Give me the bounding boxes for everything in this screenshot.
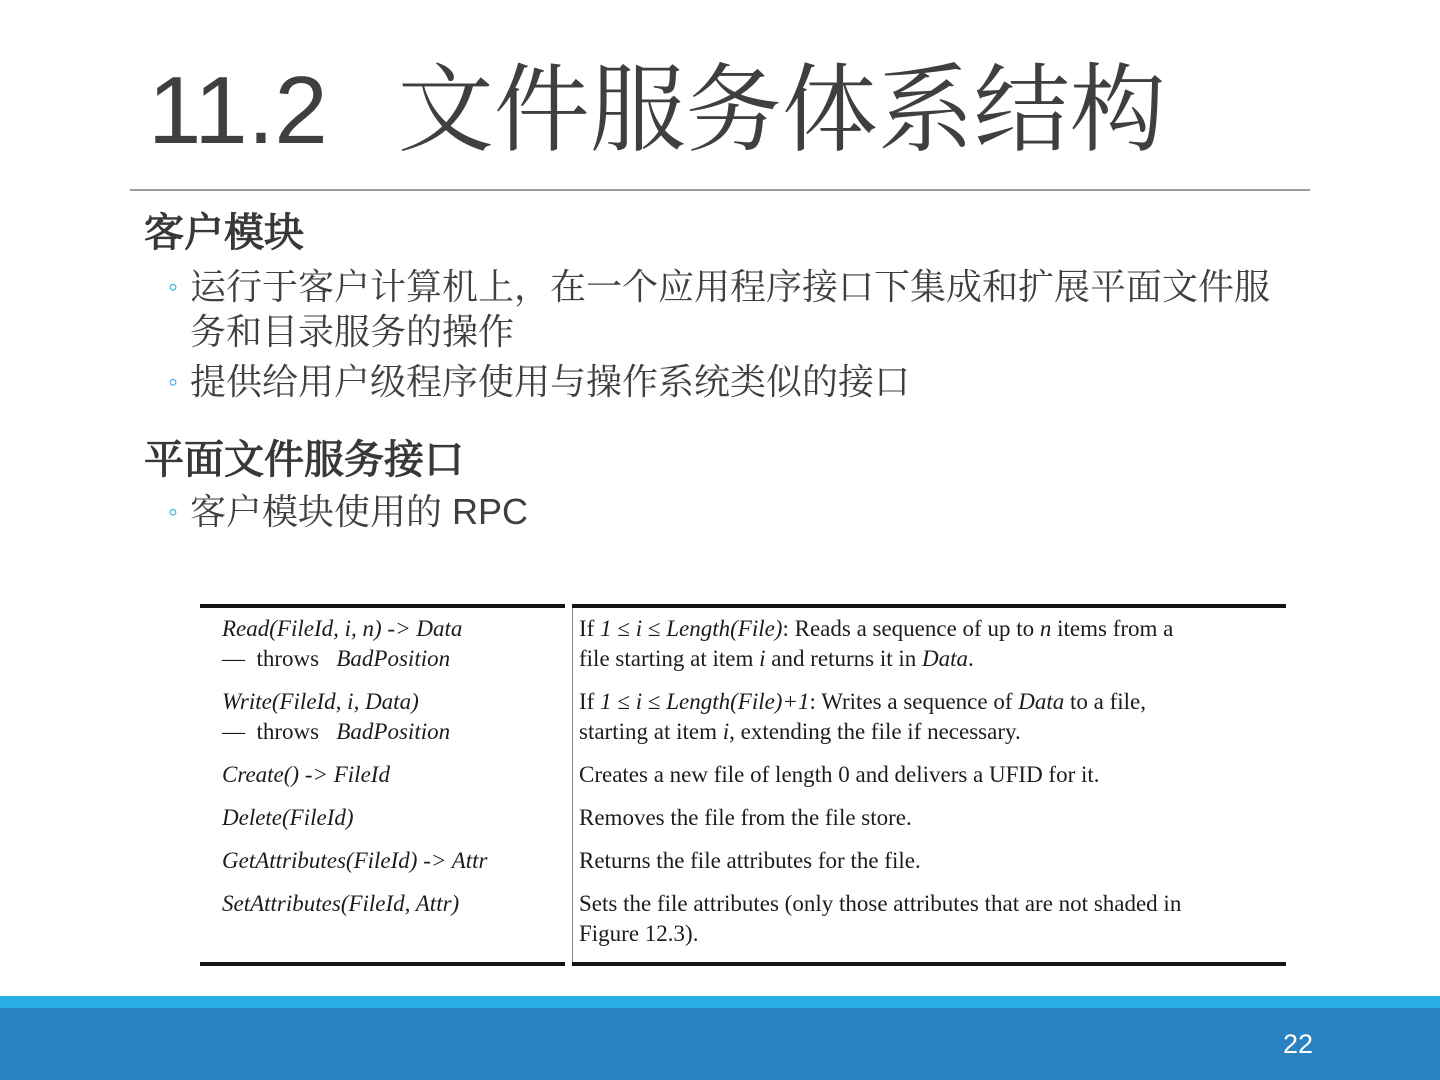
table-cell-left-0: Read(FileId, i, n) -> Data — throws BadPosition [222, 616, 463, 671]
page-title [148, 56, 1166, 166]
table-cell-left-2: Create() -> FileId [222, 762, 390, 787]
title-section-number: 11.2 [148, 57, 328, 164]
operations-table [200, 604, 1286, 966]
table-cell-left-4: GetAttributes(FileId) -> Attr [222, 848, 488, 873]
footer-band [0, 1008, 1440, 1080]
table-cell-left-3: Delete(FileId) [222, 805, 354, 830]
table-cell-right-3: Removes the file from the file store. [579, 805, 912, 830]
section-heading-client-module: 客户模块 [144, 211, 304, 255]
list-item [168, 489, 1290, 534]
list-item [168, 359, 1290, 404]
bullet-icon: ◦ [168, 366, 178, 397]
bullet-icon: ◦ [168, 271, 178, 302]
bullet-icon: ◦ [168, 496, 178, 527]
bullet-text: 提供给用户级程序使用与操作系统类似的接口 [190, 361, 911, 402]
list-item [168, 264, 1290, 354]
table-cell-right-0: If 1 ≤ i ≤ Length(File): Reads a sequence of up to n items from a file starting at item i and returns it in Data. [579, 616, 1174, 671]
table-cell-right-5: Sets the file attributes (only those attributes that are not shaded in Figure 12.3). [579, 891, 1182, 946]
footer-accent-strip [0, 996, 1440, 1008]
table-bottom-border-left [200, 962, 565, 966]
page-number: 22 [1282, 1028, 1313, 1059]
title-text: 文件服务体系结构 [397, 57, 1166, 164]
operations-table-grid [200, 608, 1286, 956]
table-cell-left-1: Write(FileId, i, Data) — throws BadPosition [222, 689, 451, 744]
section-heading-flat-file-interface: 平面文件服务接口 [144, 438, 464, 482]
table-cell-left-5: SetAttributes(FileId, Attr) [222, 891, 460, 916]
bullet-text: 运行于客户计算机上，在一个应用程序接口下集成和扩展平面文件服务和目录服务的操作 [190, 266, 1271, 352]
table-cell-right-1: If 1 ≤ i ≤ Length(File)+1: Writes a sequence of Data to a file, starting at item i, extending the file if necessary. [579, 689, 1147, 744]
bullet-text: 客户模块使用的 RPC [190, 491, 529, 532]
table-bottom-border-right [572, 962, 1286, 966]
title-divider [130, 189, 1310, 191]
table-cell-right-4: Returns the file attributes for the file. [579, 848, 921, 873]
table-cell-right-2: Creates a new file of length 0 and delivers a UFID for it. [579, 762, 1100, 787]
